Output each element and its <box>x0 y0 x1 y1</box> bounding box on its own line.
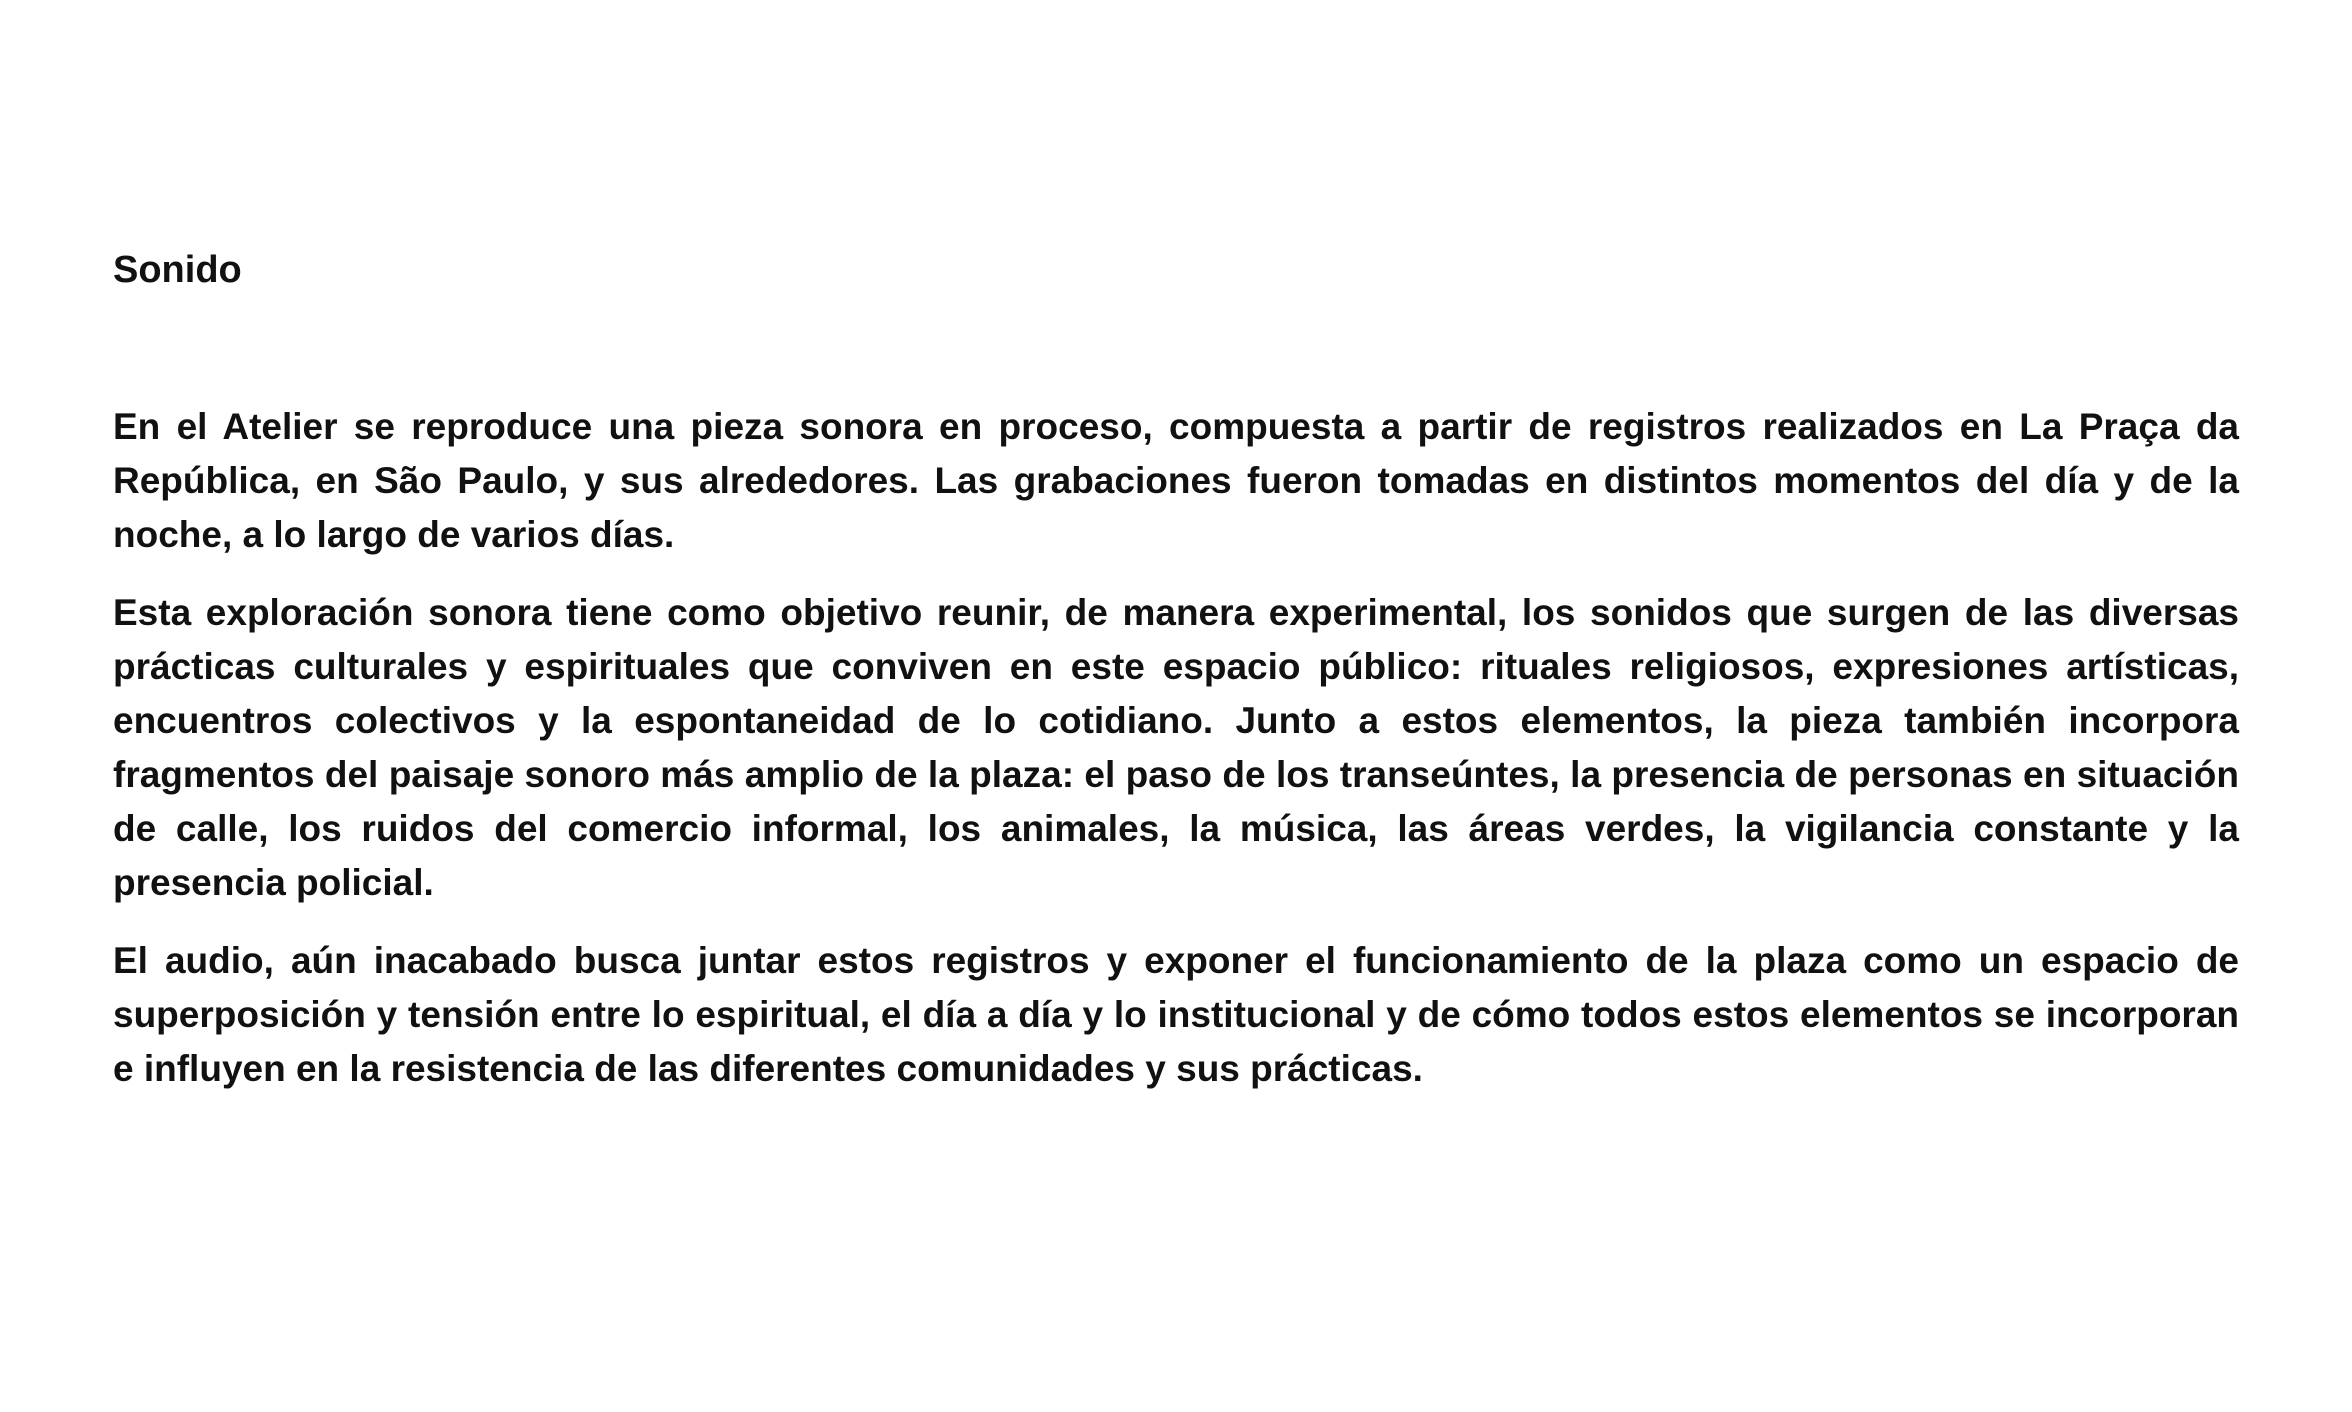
paragraph-1: En el Atelier se reproduce una pieza sonora en proceso, compuesta a partir de registros realizados en La Praça da República, en São Paulo, y sus alrededores. Las grabaciones fueron tomadas en distintos momentos del día y de la noche, a lo largo de varios días. <box>113 406 2239 555</box>
page-title: Sonido <box>113 249 242 291</box>
document-page <box>113 0 2239 1412</box>
paragraph-3: El audio, aún inacabado busca juntar estos registros y exponer el funcionamiento de la plaza como un espacio de superposición y tensión entre lo espiritual, el día a día y lo institucional y de cómo todos estos elementos se incorporan e influyen en la resistencia de las diferentes comunidades y sus prácticas. <box>113 940 2239 1089</box>
paragraph-2: Esta exploración sonora tiene como objetivo reunir, de manera experimental, los sonidos que surgen de las diversas prácticas culturales y espirituales que conviven en este espacio público: rituales religiosos, expresiones artísticas, encuentros colectivos y la espontaneidad de lo cotidiano. Junto a estos elementos, la pieza también incorpora fragmentos del paisaje sonoro más amplio de la plaza: el paso de los transeúntes, la presencia de personas en situación de calle, los ruidos del comercio informal, los animales, la música, las áreas verdes, la vigilancia constante y la presencia policial. <box>113 592 2239 903</box>
document-body <box>113 400 2239 1120</box>
